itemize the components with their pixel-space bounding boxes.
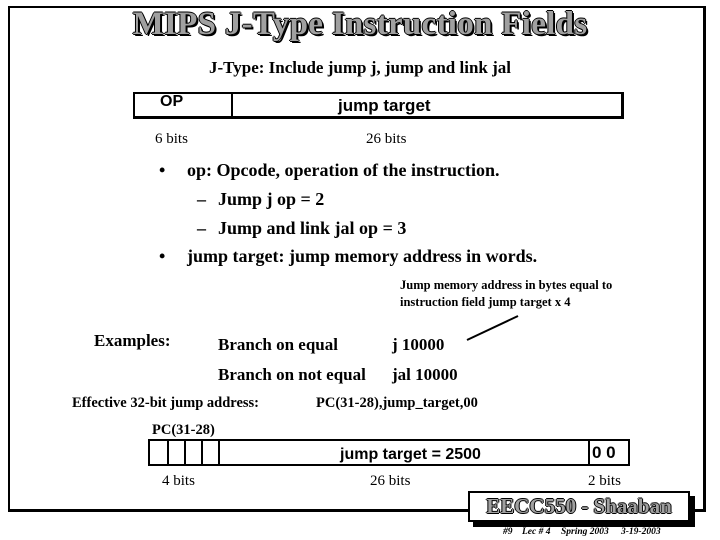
target-bits-label: 26 bits xyxy=(366,131,407,147)
bullet-marker: • xyxy=(159,246,166,266)
zeros-2-bits-label: 2 bits xyxy=(588,473,621,489)
pc-cell-divider xyxy=(218,441,220,464)
pc-cell-divider xyxy=(167,441,169,464)
target-26-bits-label: 26 bits xyxy=(370,473,411,489)
note-line-2: instruction field jump target x 4 xyxy=(400,295,571,309)
slide-subtitle: J-Type: Include jump j, jump and link jal xyxy=(209,58,511,77)
bullet-opcode: op: Opcode, operation of the instruction. xyxy=(187,160,500,180)
footer-slide-number: #9 xyxy=(503,527,513,537)
course-badge xyxy=(468,491,690,522)
pc-cell-divider xyxy=(201,441,203,464)
pc-cell-divider xyxy=(184,441,186,464)
sub-bullet-dash: – xyxy=(197,189,206,209)
example-instr-j: j 10000 xyxy=(392,335,445,354)
footer-date: 3-19-2003 xyxy=(621,527,661,537)
sub-bullet-jump: Jump j op = 2 xyxy=(218,189,325,209)
sub-bullet-dash: – xyxy=(197,218,206,238)
examples-label: Examples: xyxy=(94,331,171,350)
bullet-jump-target: jump target: jump memory address in words. xyxy=(187,246,538,266)
course-badge-text: EECC550 - Shaaban xyxy=(486,494,672,518)
jump-target-field-label: jump target xyxy=(338,96,431,115)
note-line-1: Jump memory address in bytes equal to xyxy=(400,278,613,292)
example-desc-beq: Branch on equal xyxy=(218,335,338,354)
footer-lecture: Lec # 4 xyxy=(522,527,551,537)
footer-term: Spring 2003 xyxy=(561,527,609,537)
effective-address-label: Effective 32-bit jump address: xyxy=(72,395,260,411)
bullet-marker: • xyxy=(159,160,166,180)
sub-bullet-jal: Jump and link jal op = 3 xyxy=(218,218,407,238)
pc-bits-label: PC(31-28) xyxy=(152,422,215,438)
slide-title: MIPS J-Type Instruction Fields xyxy=(132,6,588,42)
example-instr-jal: jal 10000 xyxy=(392,365,458,384)
jump-target-value: jump target = 2500 xyxy=(340,446,481,463)
low-zero-bits: 0 0 xyxy=(592,443,616,462)
effective-address-formula: PC(31-28),jump_target,00 xyxy=(316,395,478,411)
pc-4-bits-label: 4 bits xyxy=(162,473,195,489)
op-bits-label: 6 bits xyxy=(155,131,188,147)
example-desc-bne: Branch on not equal xyxy=(218,365,366,384)
op-field-label: OP xyxy=(160,93,184,110)
zeros-cell-divider xyxy=(588,441,590,464)
